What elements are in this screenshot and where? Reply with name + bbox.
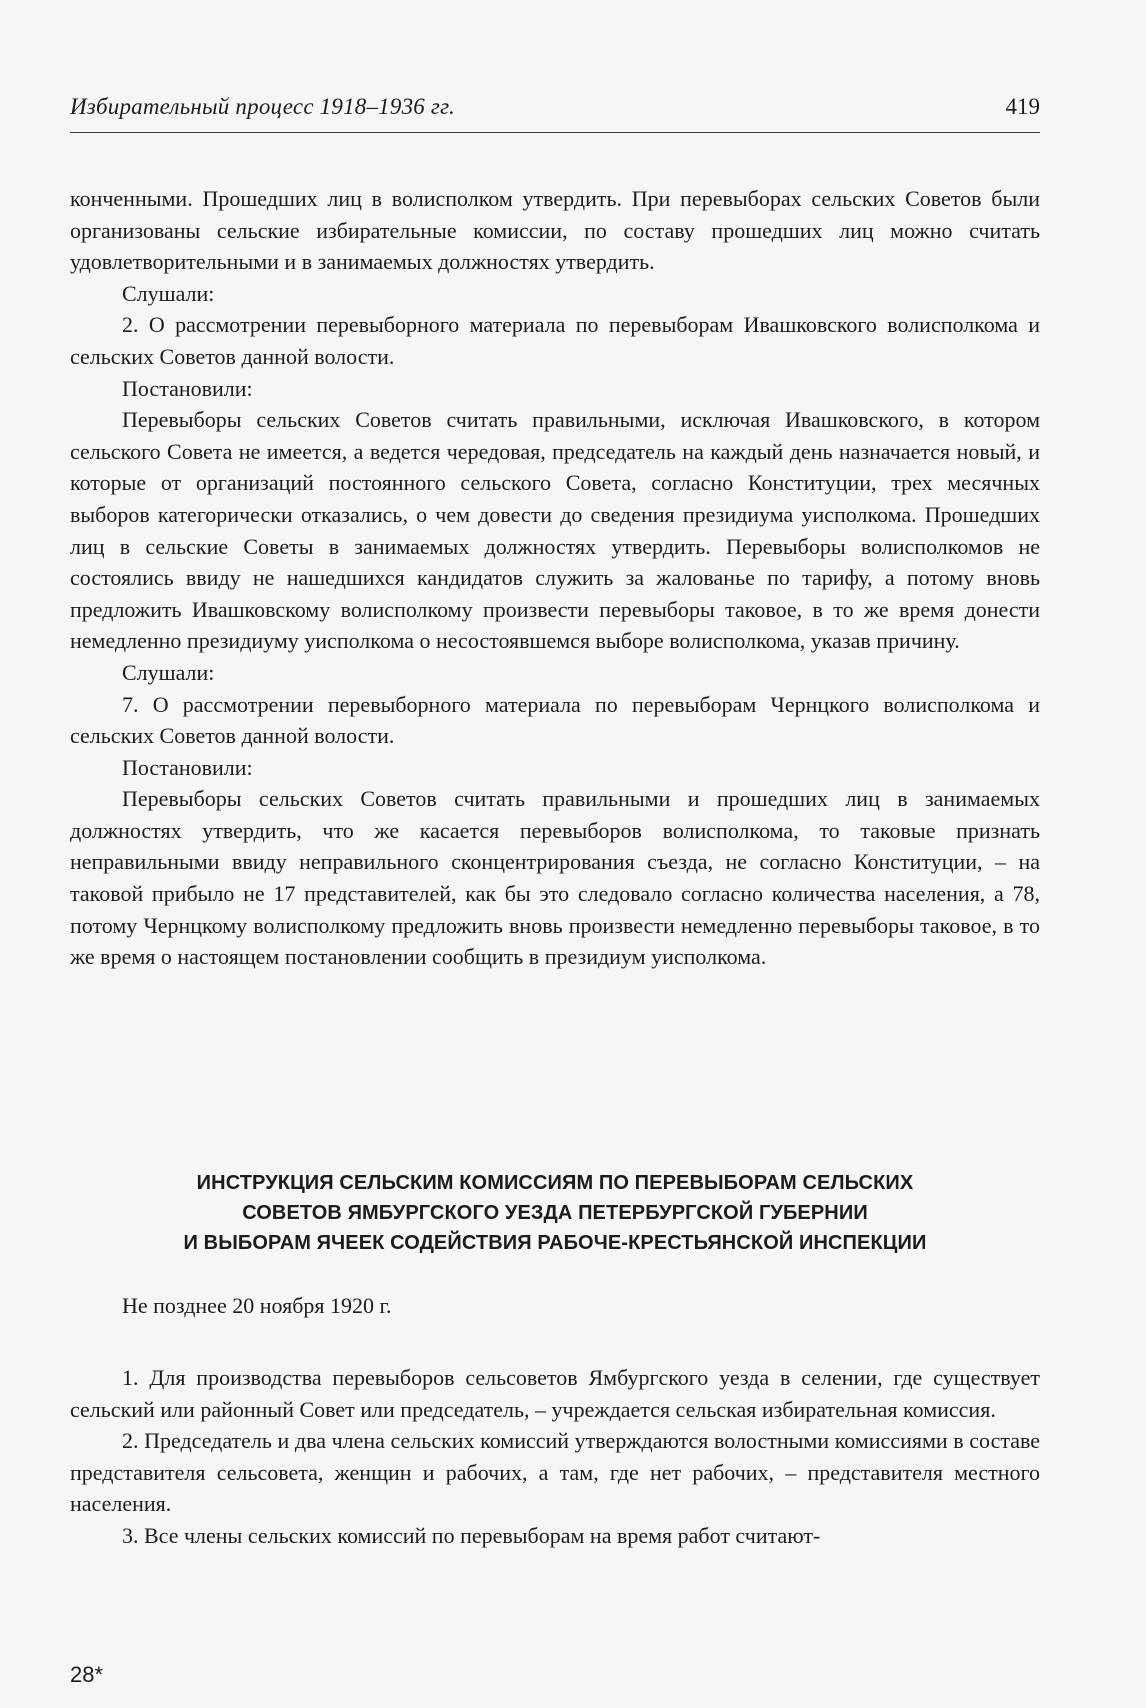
signature-mark: 28* <box>70 1662 104 1687</box>
instruction-date: Не позднее 20 ноября 1920 г. <box>122 1293 392 1318</box>
paragraph: конченными. Прошедших лиц в волисполком утвердить. При перевыборах сельских Советов были организованы сельские избирательные комиссии, по составу прошедших лиц можно считать удовлетворительными и в занимаемых должностях утвердить. <box>70 186 1040 275</box>
heading-line: И ВЫБОРАМ ЯЧЕЕК СОДЕЙСТВИЯ РАБОЧЕ-КРЕСТЬЯНСКОЙ ИНСПЕКЦИИ <box>183 1232 927 1254</box>
header-title: Избирательный процесс 1918–1936 гг. <box>70 94 455 119</box>
heading-line: ИНСТРУКЦИЯ СЕЛЬСКИМ КОМИССИЯМ ПО ПЕРЕВЫБОРАМ СЕЛЬСКИХ <box>196 1172 914 1194</box>
heading-line: СОВЕТОВ ЯМБУРГСКОГО УЕЗДА ПЕТЕРБУРГСКОЙ ГУБЕРНИИ <box>242 1202 868 1224</box>
instruction-item: 2. Председатель и два члена сельских комиссий утверждаются волостными комиссиями в составе представителя сельсовета, женщин и рабочих, а там, где нет рабочих, – представителя местного населения. <box>70 1428 1040 1517</box>
paragraph-heard: Слушали: <box>122 659 215 685</box>
paragraph-resolved: Постановили: <box>122 375 253 401</box>
paragraph-heard: Слушали: <box>122 280 215 306</box>
paragraph: 2. О рассмотрении перевыборного материала по перевыборам Ивашковского волисполкома и сельских Советов данной волости. <box>70 312 1040 369</box>
protocol-text <box>70 183 1040 973</box>
paragraph: Перевыборы сельских Советов считать правильными, исключая Ивашковского, в котором сельского Совета не имеется, а ведется чередовая, председатель на каждый день назначается новый, и которые от организаций постоянного сельского Совета, согласно Конституции, трех месячных выборов категорически отказались, о чем довести до сведения президиума уисполкома. Прошедших лиц в сельские Советы в занимаемых должностях утвердить. Перевыборы волисполкомов не состоялись ввиду не нашедшихся кандидатов служить за жалованье по тарифу, а потому вновь предложить Ивашковскому волисполкому произвести перевыборы таковое, в то же время донести немедленно президиуму уисполкома о несостоявшемся выборе волисполкома, указав причину. <box>70 407 1040 654</box>
instruction-heading <box>70 1168 1040 1258</box>
paragraph: 7. О рассмотрении перевыборного материала по перевыборам Чернцкого волисполкома и сельских Советов данной волости. <box>70 691 1040 749</box>
instruction-item: 1. Для производства перевыборов сельсоветов Ямбургского уезда в селении, где существует сельский или районный Совет или председатель, – учреждается сельская избирательная комиссия. <box>70 1365 1040 1422</box>
document-page <box>70 0 1040 1708</box>
paragraph-resolved: Постановили: <box>122 754 253 780</box>
page-number: 419 <box>1005 94 1040 119</box>
paragraph: Перевыборы сельских Советов считать правильными и прошедших лиц в занимаемых должностях утвердить, что же касается перевыборов волисполкома, то таковые признать неправильными ввиду неправильного сконцентрирования съезда, не согласно Конституции, – на таковой прибыло не 17 представителей, как бы это следовало согласно количества населения, а 78, потому Чернцкому волисполкому предложить вновь произвести немедленно перевыборы таковое, в то же время о настоящем постановлении сообщить в президиум уисполкома. <box>70 786 1040 970</box>
instruction-item: 3. Все члены сельских комиссий по перевыборам на время работ считают- <box>122 1522 821 1548</box>
instruction-text <box>70 1362 1040 1552</box>
running-header <box>70 92 1040 133</box>
